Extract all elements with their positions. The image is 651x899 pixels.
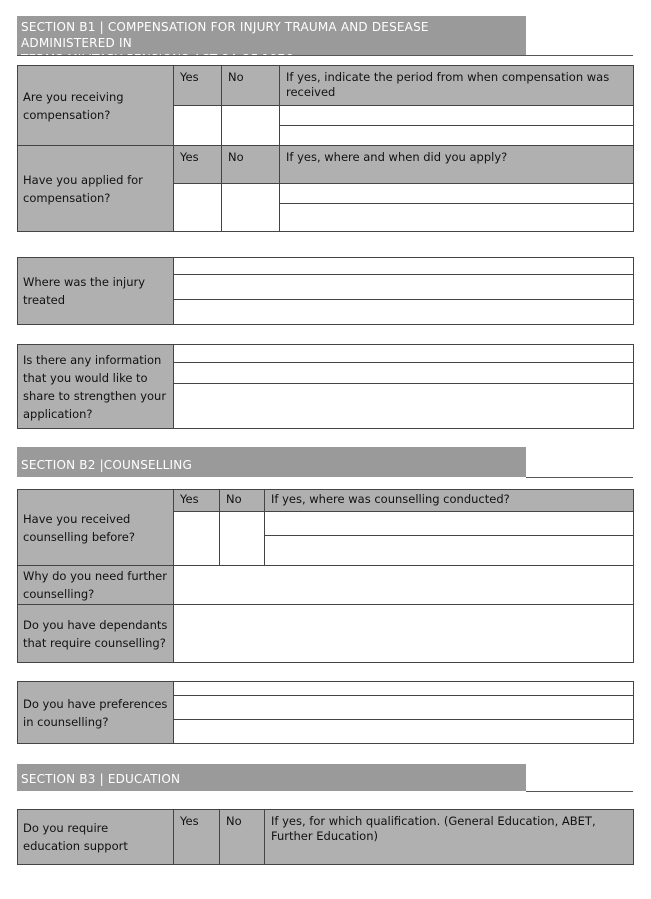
injury-treated-table — [17, 257, 634, 325]
no-option[interactable]: No — [220, 810, 265, 865]
yes-header: Yes — [174, 490, 220, 512]
no-header: No — [222, 66, 280, 106]
additional-info-question: Is there any information that you would like to share to strengthen your application? — [18, 345, 174, 429]
applied-compensation-followup: If yes, where and when did you apply? — [280, 146, 634, 184]
section-b1-title-line1: SECTION B1 | COMPENSATION FOR INJURY TRAUMA AND DESEASE ADMINISTERED IN — [21, 20, 429, 50]
why-counselling-field[interactable] — [174, 566, 634, 605]
section-b3-header — [17, 764, 526, 791]
yes-header: Yes — [174, 66, 222, 106]
receiving-period-field[interactable] — [280, 106, 634, 146]
preferences-question: Do you have preferences in counselling? — [18, 682, 174, 744]
yes-checkbox[interactable] — [174, 184, 222, 232]
dependants-field[interactable] — [174, 605, 634, 663]
applied-where-when-field[interactable] — [280, 184, 634, 232]
section-b2-title: SECTION B2 |COUNSELLING — [21, 458, 192, 472]
education-support-followup: If yes, for which qualification. (General Education, ABET, Further Education) — [265, 810, 634, 865]
additional-info-field[interactable] — [174, 345, 634, 429]
injury-treated-field[interactable] — [174, 258, 634, 325]
section-b3-rule — [526, 791, 633, 792]
applied-compensation-table — [17, 145, 634, 232]
no-checkbox[interactable] — [222, 184, 280, 232]
injury-treated-question: Where was the injury treated — [18, 258, 174, 325]
preferences-table — [17, 681, 634, 744]
received-counselling-question: Have you received counselling before? — [18, 490, 174, 566]
section-b1-title-line2: TERMS MILITARY PENSIONS ACT 84 OF 1976 — [21, 52, 294, 66]
section-b1-rule — [17, 55, 633, 56]
yes-checkbox[interactable] — [174, 512, 220, 566]
receiving-compensation-table — [17, 65, 634, 146]
section-b1-header — [17, 16, 526, 66]
counselling-where-field[interactable] — [265, 512, 634, 566]
section-b2-rule — [526, 477, 633, 478]
additional-info-table — [17, 344, 634, 429]
received-counselling-followup: If yes, where was counselling conducted? — [265, 490, 634, 512]
preferences-field[interactable] — [174, 682, 634, 744]
receiving-compensation-followup: If yes, indicate the period from when compensation was received — [280, 66, 634, 106]
no-checkbox[interactable] — [222, 106, 280, 146]
yes-option[interactable]: Yes — [174, 810, 220, 865]
no-header: No — [220, 490, 265, 512]
section-b3-title: SECTION B3 | EDUCATION — [21, 772, 181, 786]
received-counselling-table — [17, 489, 634, 566]
yes-header: Yes — [174, 146, 222, 184]
counselling-needs-table — [17, 565, 634, 663]
no-header: No — [222, 146, 280, 184]
receiving-compensation-question: Are you receiving compensation? — [18, 66, 174, 146]
applied-compensation-question: Have you applied for compensation? — [18, 146, 174, 232]
yes-checkbox[interactable] — [174, 106, 222, 146]
education-support-question: Do you require education support — [18, 810, 174, 865]
education-support-table — [17, 809, 634, 865]
section-b2-header — [17, 447, 526, 477]
no-checkbox[interactable] — [220, 512, 265, 566]
dependants-question: Do you have dependants that require counselling? — [18, 605, 174, 663]
why-counselling-question: Why do you need further counselling? — [18, 566, 174, 605]
